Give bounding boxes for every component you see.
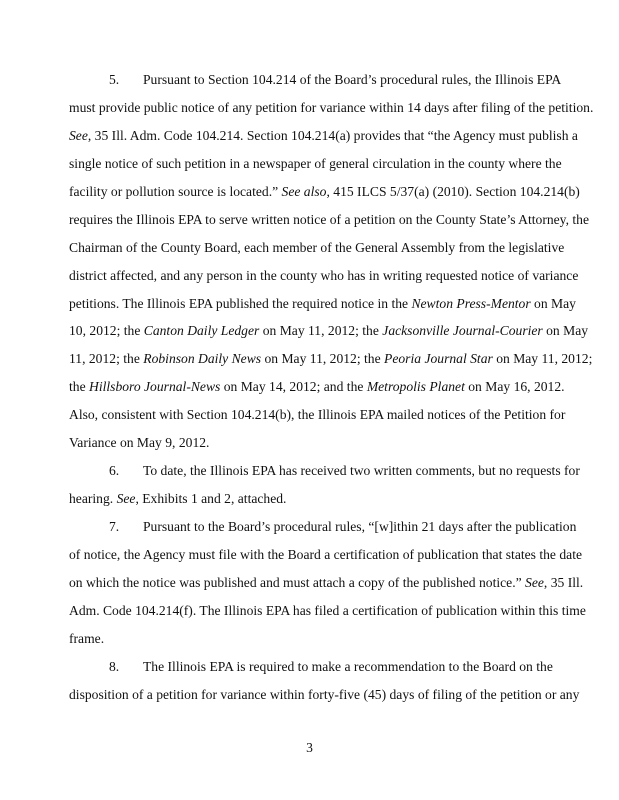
text-segment: must provide public notice of any petition for variance within 14 days after filing of the petition. xyxy=(69,99,594,115)
paragraph-number: 8. xyxy=(109,658,120,674)
italic-citation-text: Hillsboro Journal-News xyxy=(89,379,221,395)
paragraph-6-line xyxy=(69,457,580,485)
paragraph-7-line xyxy=(69,541,583,569)
text-segment: Variance on May 9, 2012. xyxy=(69,435,210,451)
italic-citation-text: Peoria Journal Star xyxy=(384,351,493,367)
paragraph-5-line xyxy=(69,373,565,401)
paragraph-5-line xyxy=(69,429,535,457)
italic-citation-text: Robinson Daily News xyxy=(143,351,262,367)
text-segment: requires the Illinois EPA to serve written notice of a petition on the County State’s Attorney, the xyxy=(69,211,589,227)
paragraph-7-line xyxy=(69,625,535,653)
paragraph-5-line xyxy=(69,206,589,234)
paragraph-number: 5. xyxy=(109,72,120,87)
paragraph-5-line xyxy=(69,150,562,178)
paragraph-5-line xyxy=(69,401,566,429)
paragraph-7-line xyxy=(69,513,577,541)
paragraph-number-wrapper xyxy=(69,653,143,681)
italic-citation-text: Metropolis Planet xyxy=(366,379,465,395)
text-segment: , 415 ILCS 5/37(a) (2010). Section 104.214(b) xyxy=(326,183,580,199)
text-segment: on May 16, 2012. xyxy=(464,379,565,395)
text-segment: , 35 Ill. xyxy=(543,574,584,590)
text-segment: , Exhibits 1 and 2, attached. xyxy=(135,491,287,507)
text-segment: facility or pollution source is located.” xyxy=(69,183,282,199)
paragraph-5-line xyxy=(69,94,594,122)
paragraph-7-line xyxy=(69,597,586,625)
text-segment: on May 14, 2012; and the xyxy=(220,379,367,395)
text-segment: of notice, the Agency must file with the Board a certification of publication that states the date xyxy=(69,546,583,562)
text-segment: single notice of such petition in a newspaper of general circulation in the county where the xyxy=(69,155,562,171)
text-segment: disposition of a petition for variance within forty-five (45) days of filing of the petition or any xyxy=(69,686,580,702)
text-segment: on May 11, 2012; xyxy=(492,351,593,367)
text-segment: 11, 2012; the xyxy=(69,351,144,367)
text-segment: 10, 2012; the xyxy=(69,323,144,339)
document-body xyxy=(69,66,594,709)
paragraph-5-line xyxy=(69,122,578,150)
text-segment: The Illinois EPA is required to make a recommendation to the Board on the xyxy=(143,658,553,674)
text-segment: on May 11, 2012; the xyxy=(259,323,383,339)
paragraph-number-wrapper xyxy=(69,66,143,94)
italic-citation-text: See also xyxy=(281,183,327,199)
text-segment: Adm. Code 104.214(f). The Illinois EPA has filed a certification of publication within this time xyxy=(69,602,586,618)
paragraph-6-line xyxy=(69,485,535,513)
paragraph-5-line xyxy=(69,234,565,262)
italic-citation-text: Canton Daily Ledger xyxy=(143,323,260,339)
paragraph-8-line xyxy=(69,681,580,709)
text-segment: district affected, and any person in the county who has in writing requested notice of variance xyxy=(69,267,579,283)
italic-citation-text: See xyxy=(525,574,544,590)
text-segment: , 35 Ill. Adm. Code 104.214. Section 104.214(a) provides that “the Agency must publish a xyxy=(87,127,578,143)
paragraph-5-line xyxy=(69,178,580,206)
paragraph-7-line xyxy=(69,569,584,597)
paragraph-5-line xyxy=(69,345,593,373)
text-segment: petitions. The Illinois EPA published the required notice in the xyxy=(69,295,412,311)
text-segment: Pursuant to Section 104.214 of the Board’s procedural rules, the Illinois EPA xyxy=(143,72,562,87)
paragraph-5-line xyxy=(69,317,589,345)
paragraph-number-wrapper xyxy=(69,513,143,541)
text-segment: hearing. xyxy=(69,491,117,507)
paragraph-5-line xyxy=(69,290,576,318)
text-segment: frame. xyxy=(69,630,105,646)
paragraph-number: 6. xyxy=(109,463,120,479)
text-segment: on May xyxy=(542,323,589,339)
text-segment: on which the notice was published and must attach a copy of the published notice.” xyxy=(69,574,526,590)
paragraph-number-wrapper xyxy=(69,457,143,485)
text-segment: Chairman of the County Board, each member of the General Assembly from the legislative xyxy=(69,239,565,255)
text-segment: Also, consistent with Section 104.214(b), the Illinois EPA mailed notices of the Petition for xyxy=(69,407,566,423)
text-segment: on May xyxy=(530,295,576,311)
text-segment: To date, the Illinois EPA has received two written comments, but no requests for xyxy=(143,463,580,479)
text-segment: Pursuant to the Board’s procedural rules, “[w]ithin 21 days after the publication xyxy=(143,519,577,534)
paragraph-8-line xyxy=(69,653,553,681)
italic-citation-text: Jacksonville Journal-Courier xyxy=(382,323,543,339)
italic-citation-text: See xyxy=(69,127,88,143)
text-segment: on May 11, 2012; the xyxy=(261,351,385,367)
italic-citation-text: Newton Press-Mentor xyxy=(411,295,531,311)
italic-citation-text: See xyxy=(116,491,136,507)
text-segment: the xyxy=(69,379,90,395)
paragraph-5-line xyxy=(69,262,579,290)
page-number: 3 xyxy=(306,740,313,755)
paragraph-number: 7. xyxy=(109,519,120,534)
paragraph-5-line xyxy=(69,66,562,94)
